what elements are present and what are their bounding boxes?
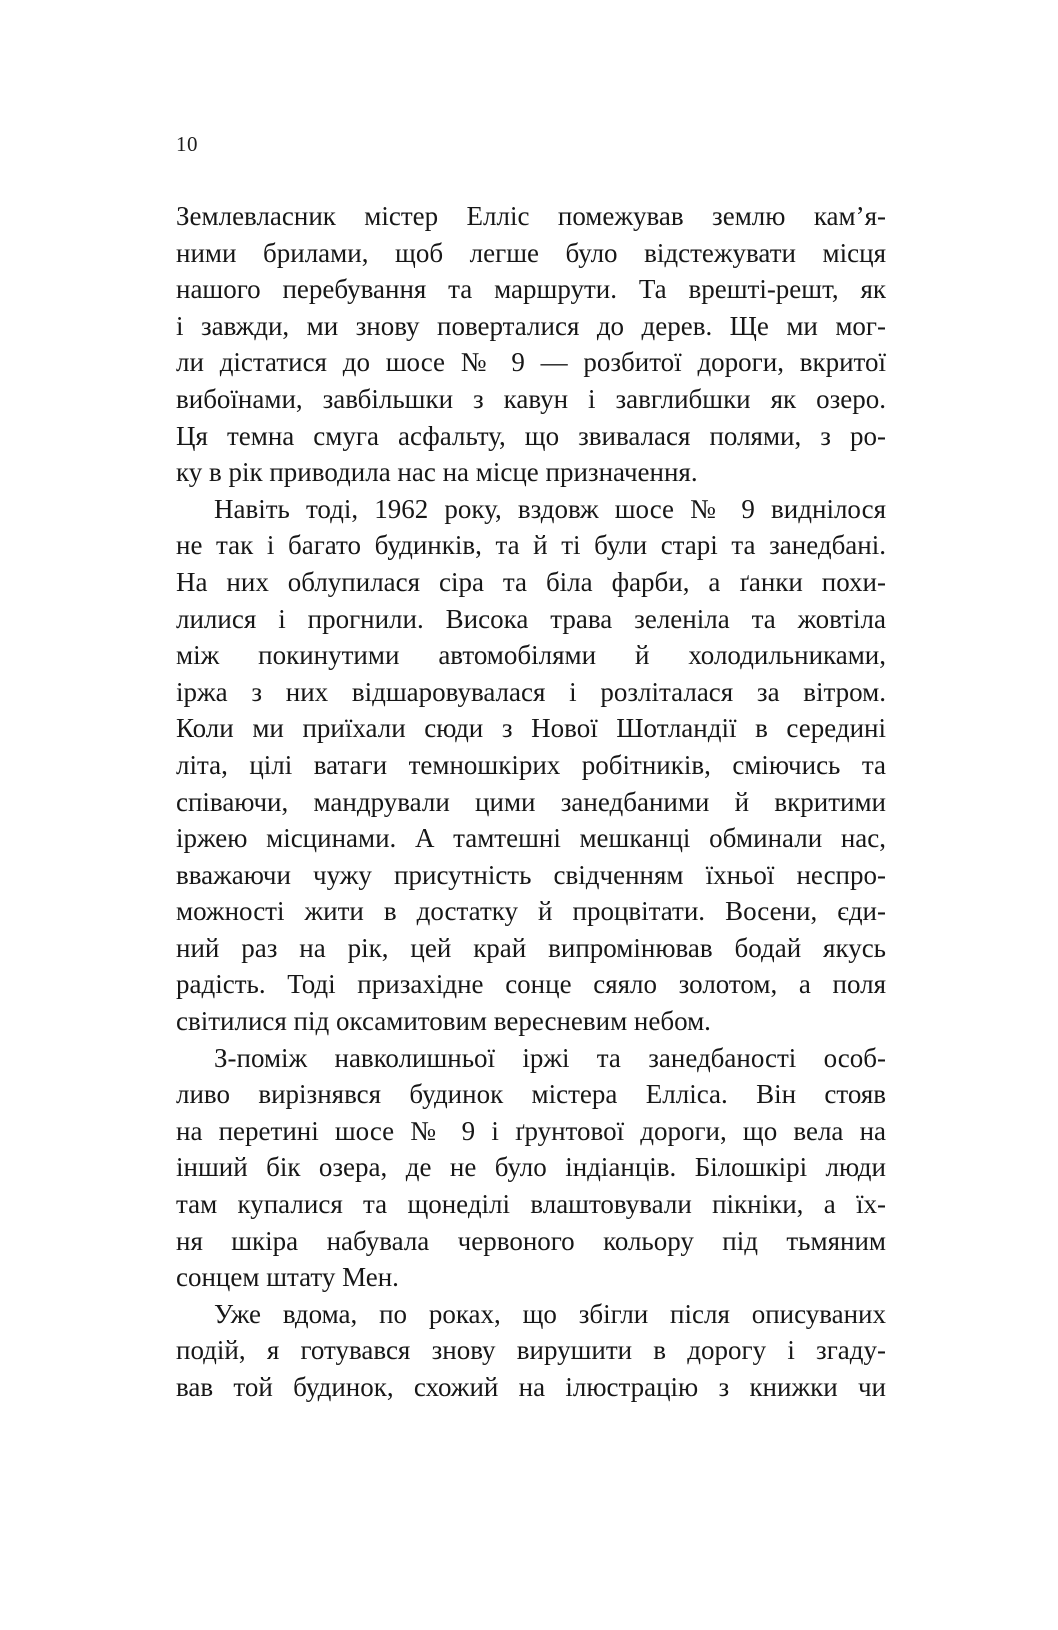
text-line: радість. Тоді призахідне сонце сяяло золотом, а поля — [176, 969, 886, 1000]
text-line: ли дістатися до шосе № 9 — розбитої дороги, вкритої — [176, 347, 886, 378]
text-line: сонцем штату Мен. — [176, 1262, 399, 1293]
text-line: ними брилами, щоб легше було відстежувати місця — [176, 237, 886, 268]
text-line: ний раз на рік, цей край випромінював бодай якусь — [176, 932, 886, 963]
text-line: не так і багато будинків, та й ті були старі та занедбані. — [176, 530, 886, 561]
text-line: можності жити в достатку й процвітати. Восени, єди- — [176, 896, 886, 927]
text-line: іржею місцинами. А тамтешні мешканці обминали нас, — [176, 823, 886, 854]
paragraph — [176, 198, 886, 491]
text-line: вибоїнами, завбільшки з кавун і завглибшки як озеро. — [176, 383, 886, 414]
text-line: і завжди, ми знову поверталися до дерев. Ще ми мог- — [176, 310, 886, 341]
text-line: Землевласник містер Елліс помежував землю кам’я- — [176, 201, 886, 231]
text-line: нашого перебування та маршрути. Та врешті-решт, як — [176, 274, 886, 305]
text-line: іржа з них відшаровувалася і розліталася за вітром. — [176, 676, 886, 707]
text-line: вважаючи чужу присутність свідченням їхньої неспро- — [176, 859, 886, 890]
text-line: лилися і прогнили. Висока трава зеленіла та жовтіла — [176, 603, 886, 634]
text-line: На них облупилася сіра та біла фарби, а ґанки похи- — [176, 566, 886, 597]
text-line: Навіть тоді, 1962 року, вздовж шосе № 9 виднілося — [214, 493, 886, 524]
text-block — [176, 198, 886, 1406]
text-line: ку в рік приводила нас на місце призначення. — [176, 457, 698, 488]
text-line: ливо вирізнявся будинок містера Елліса. Він стояв — [176, 1079, 886, 1110]
text-line: Ця темна смуга асфальту, що звивалася полями, з ро- — [176, 420, 886, 451]
text-line: там купалися та щонеділі влаштовували пікніки, а їх- — [176, 1189, 886, 1220]
text-line: світилися під оксамитовим вересневим небом. — [176, 1006, 711, 1037]
text-line: ня шкіра набувала червоного кольору під тьмяним — [176, 1225, 886, 1256]
paragraph — [176, 1040, 886, 1296]
page-number: 10 — [176, 132, 198, 156]
text-line: Уже вдома, по роках, що збігли після описуваних — [214, 1298, 886, 1329]
text-line: вав той будинок, схожий на ілюстрацію з книжки чи — [176, 1372, 886, 1402]
text-line: співаючи, мандрували цими занедбаними й вкритими — [176, 786, 886, 817]
paragraph — [176, 1296, 886, 1406]
text-line: Коли ми приїхали сюди з Нової Шотландії в середині — [176, 713, 886, 744]
text-line: літа, цілі ватаги темношкірих робітників, сміючись та — [176, 749, 886, 780]
text-line: подій, я готувався знову вирушити в дорогу і згаду- — [176, 1335, 886, 1366]
text-line: інший бік озера, де не було індіанців. Білошкірі люди — [176, 1152, 886, 1183]
text-line: на перетині шосе № 9 і ґрунтової дороги, що вела на — [176, 1115, 886, 1146]
text-line: З-поміж навколишньої іржі та занедбаності особ- — [214, 1042, 886, 1073]
paragraph — [176, 491, 886, 1040]
text-line: між покинутими автомобілями й холодильниками, — [176, 640, 886, 671]
